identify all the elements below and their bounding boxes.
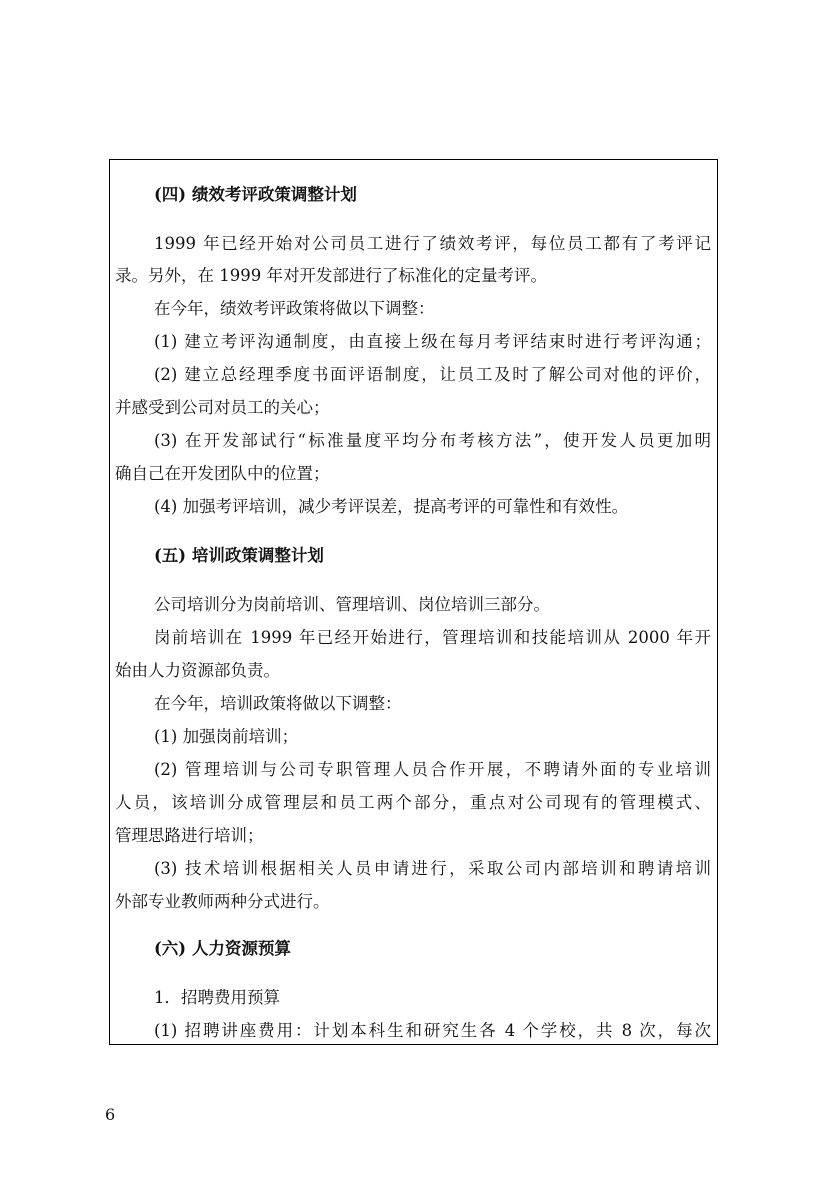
subsection-title: 1．招聘费用预算 xyxy=(154,988,280,1007)
paragraph-line: 录。另外，在 1999 年对开发部进行了标准化的定量考评。 xyxy=(115,266,547,285)
list-item-line: 并感受到公司对员工的关心； xyxy=(115,398,330,417)
list-item-line: 人员，该培训分成管理层和员工两个部分，重点对公司现有的管理模式、 xyxy=(115,793,711,812)
list-item-line: (1) 加强岗前培训； xyxy=(154,727,299,746)
list-item-line: 确自己在开发团队中的位置； xyxy=(115,464,330,483)
paragraph-line: 在今年，绩效考评政策将做以下调整： xyxy=(154,299,435,318)
paragraph-line: 1999 年已经开始对公司员工进行了绩效考评，每位员工都有了考评记 xyxy=(154,234,711,253)
list-item-line: (4) 加强考评培训，减少考评误差，提高考评的可靠性和有效性。 xyxy=(154,497,629,516)
paragraph-line: 公司培训分为岗前培训、管理培训、岗位培训三部分。 xyxy=(154,595,550,614)
section-heading: (五) 培训政策调整计划 xyxy=(154,546,324,565)
list-item-line: (1) 招聘讲座费用：计划本科生和研究生各 4 个学校，共 8 次，每次 xyxy=(154,1021,711,1040)
list-item-line: (3) 技术培训根据相关人员申请进行，采取公司内部培训和聘请培训 xyxy=(154,859,711,878)
list-item-line: (1) 建立考评沟通制度，由直接上级在每月考评结束时进行考评沟通； xyxy=(154,332,711,351)
section-heading: (六) 人力资源预算 xyxy=(154,939,291,958)
page-number: 6 xyxy=(105,1105,116,1124)
list-item-line: 外部专业教师两种分式进行。 xyxy=(115,892,330,911)
content-frame xyxy=(109,159,718,1045)
section-heading: (四) 绩效考评政策调整计划 xyxy=(154,185,357,204)
list-item-line: (2) 管理培训与公司专职管理人员合作开展，不聘请外面的专业培训 xyxy=(154,760,711,779)
paragraph-line: 在今年，培训政策将做以下调整： xyxy=(154,694,402,713)
list-item-line: (2) 建立总经理季度书面评语制度，让员工及时了解公司对他的评价， xyxy=(154,365,711,384)
paragraph-line: 岗前培训在 1999 年已经开始进行，管理培训和技能培训从 2000 年开 xyxy=(154,628,711,647)
list-item-line: (3) 在开发部试行“标准量度平均分布考核方法”，使开发人员更加明 xyxy=(154,431,711,450)
list-item-line: 管理思路进行培训； xyxy=(115,826,264,845)
paragraph-line: 始由人力资源部负责。 xyxy=(115,661,280,680)
